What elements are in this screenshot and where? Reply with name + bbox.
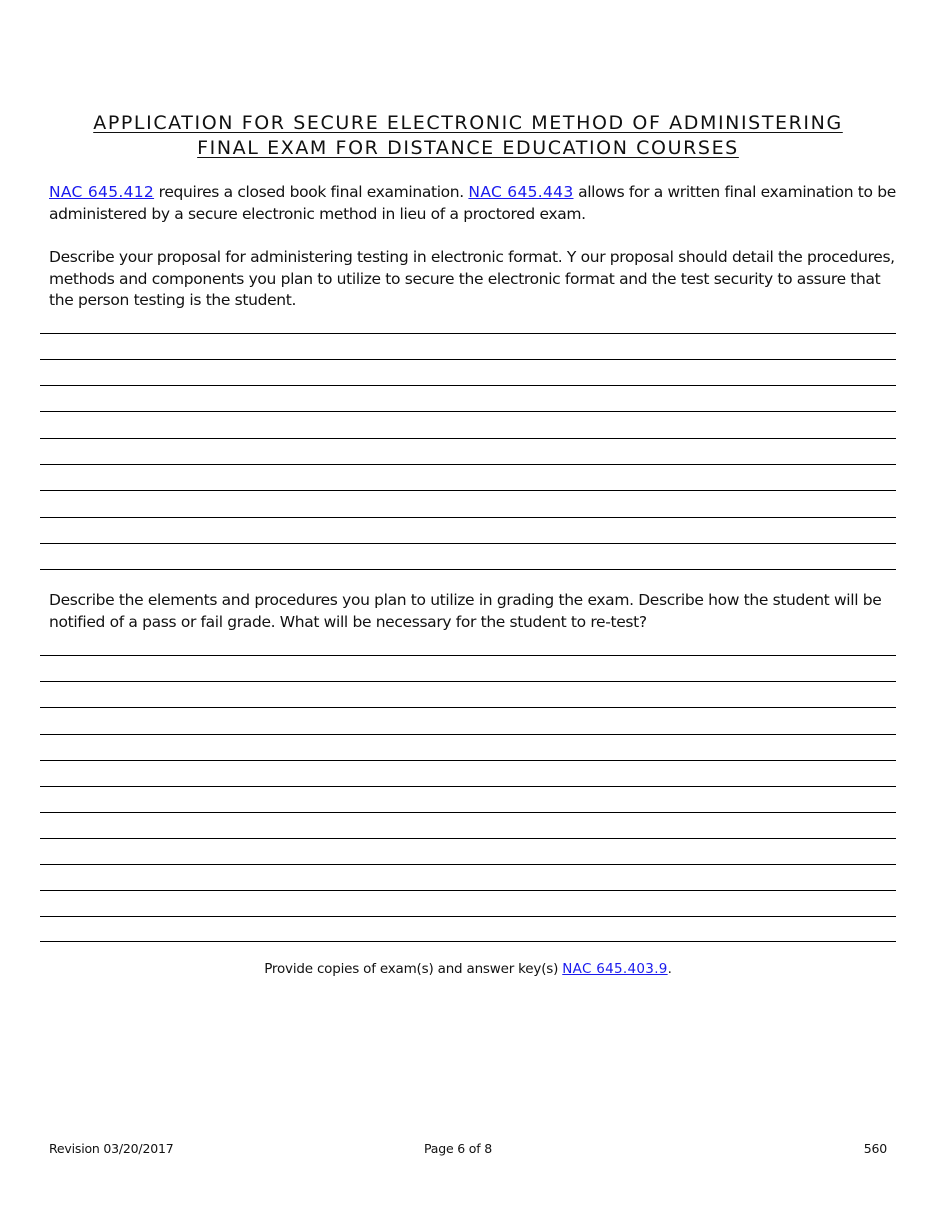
footer-page-number: Page 6 of 8	[424, 1141, 492, 1156]
answer-line	[40, 490, 896, 491]
answer-line	[40, 681, 896, 682]
answer-line	[40, 543, 896, 544]
answer-line	[40, 569, 896, 570]
provide-suffix: .	[667, 961, 672, 977]
footer-form-number: 560	[863, 1141, 887, 1156]
answer-line	[40, 864, 896, 865]
answer-line	[40, 734, 896, 735]
intro-text-2: allows for a written final examination to be administered by a secure electronic method in lieu of a proctored exam.	[49, 183, 896, 223]
form-title-line-1: APPLICATION FOR SECURE ELECTRONIC METHOD OF ADMINISTERING	[93, 112, 843, 134]
answer-line	[40, 760, 896, 761]
answer-line	[40, 333, 896, 334]
answer-line	[40, 812, 896, 813]
question-1-text: Describe your proposal for administering testing in electronic format. Y our proposal should detail the procedures, methods and components you plan to utilize to secure the electronic format and the test security to assure that the person testing is the student.	[49, 248, 895, 309]
nac-645-412-link[interactable]: NAC 645.412	[49, 183, 155, 201]
provide-copies-note	[0, 959, 936, 979]
form-title	[0, 111, 936, 161]
answer-line	[40, 916, 896, 917]
answer-line	[40, 707, 896, 708]
provide-text: Provide copies of exam(s) and answer key(s)	[264, 961, 563, 977]
answer-line	[40, 655, 896, 656]
nac-645-443-link[interactable]: NAC 645.443	[468, 183, 574, 201]
form-title-line-2: FINAL EXAM FOR DISTANCE EDUCATION COURSES	[197, 137, 739, 159]
answer-line	[40, 411, 896, 412]
question-2-text: Describe the elements and procedures you plan to utilize in grading the exam. Describe how the student will be notified of a pass or fail grade. What will be necessary for the student to re-test?	[49, 591, 882, 631]
answer-line	[40, 941, 896, 942]
answer-line	[40, 838, 896, 839]
answer-line	[40, 359, 896, 360]
footer-revision: Revision 03/20/2017	[49, 1141, 174, 1156]
answer-line	[40, 385, 896, 386]
answer-line	[40, 517, 896, 518]
answer-line	[40, 438, 896, 439]
answer-line	[40, 464, 896, 465]
nac-645-403-9-link[interactable]: NAC 645.403.9	[562, 961, 668, 977]
intro-paragraph	[49, 182, 899, 225]
intro-text-1: requires a closed book final examination.	[154, 183, 469, 201]
answer-line	[40, 890, 896, 891]
answer-line	[40, 786, 896, 787]
